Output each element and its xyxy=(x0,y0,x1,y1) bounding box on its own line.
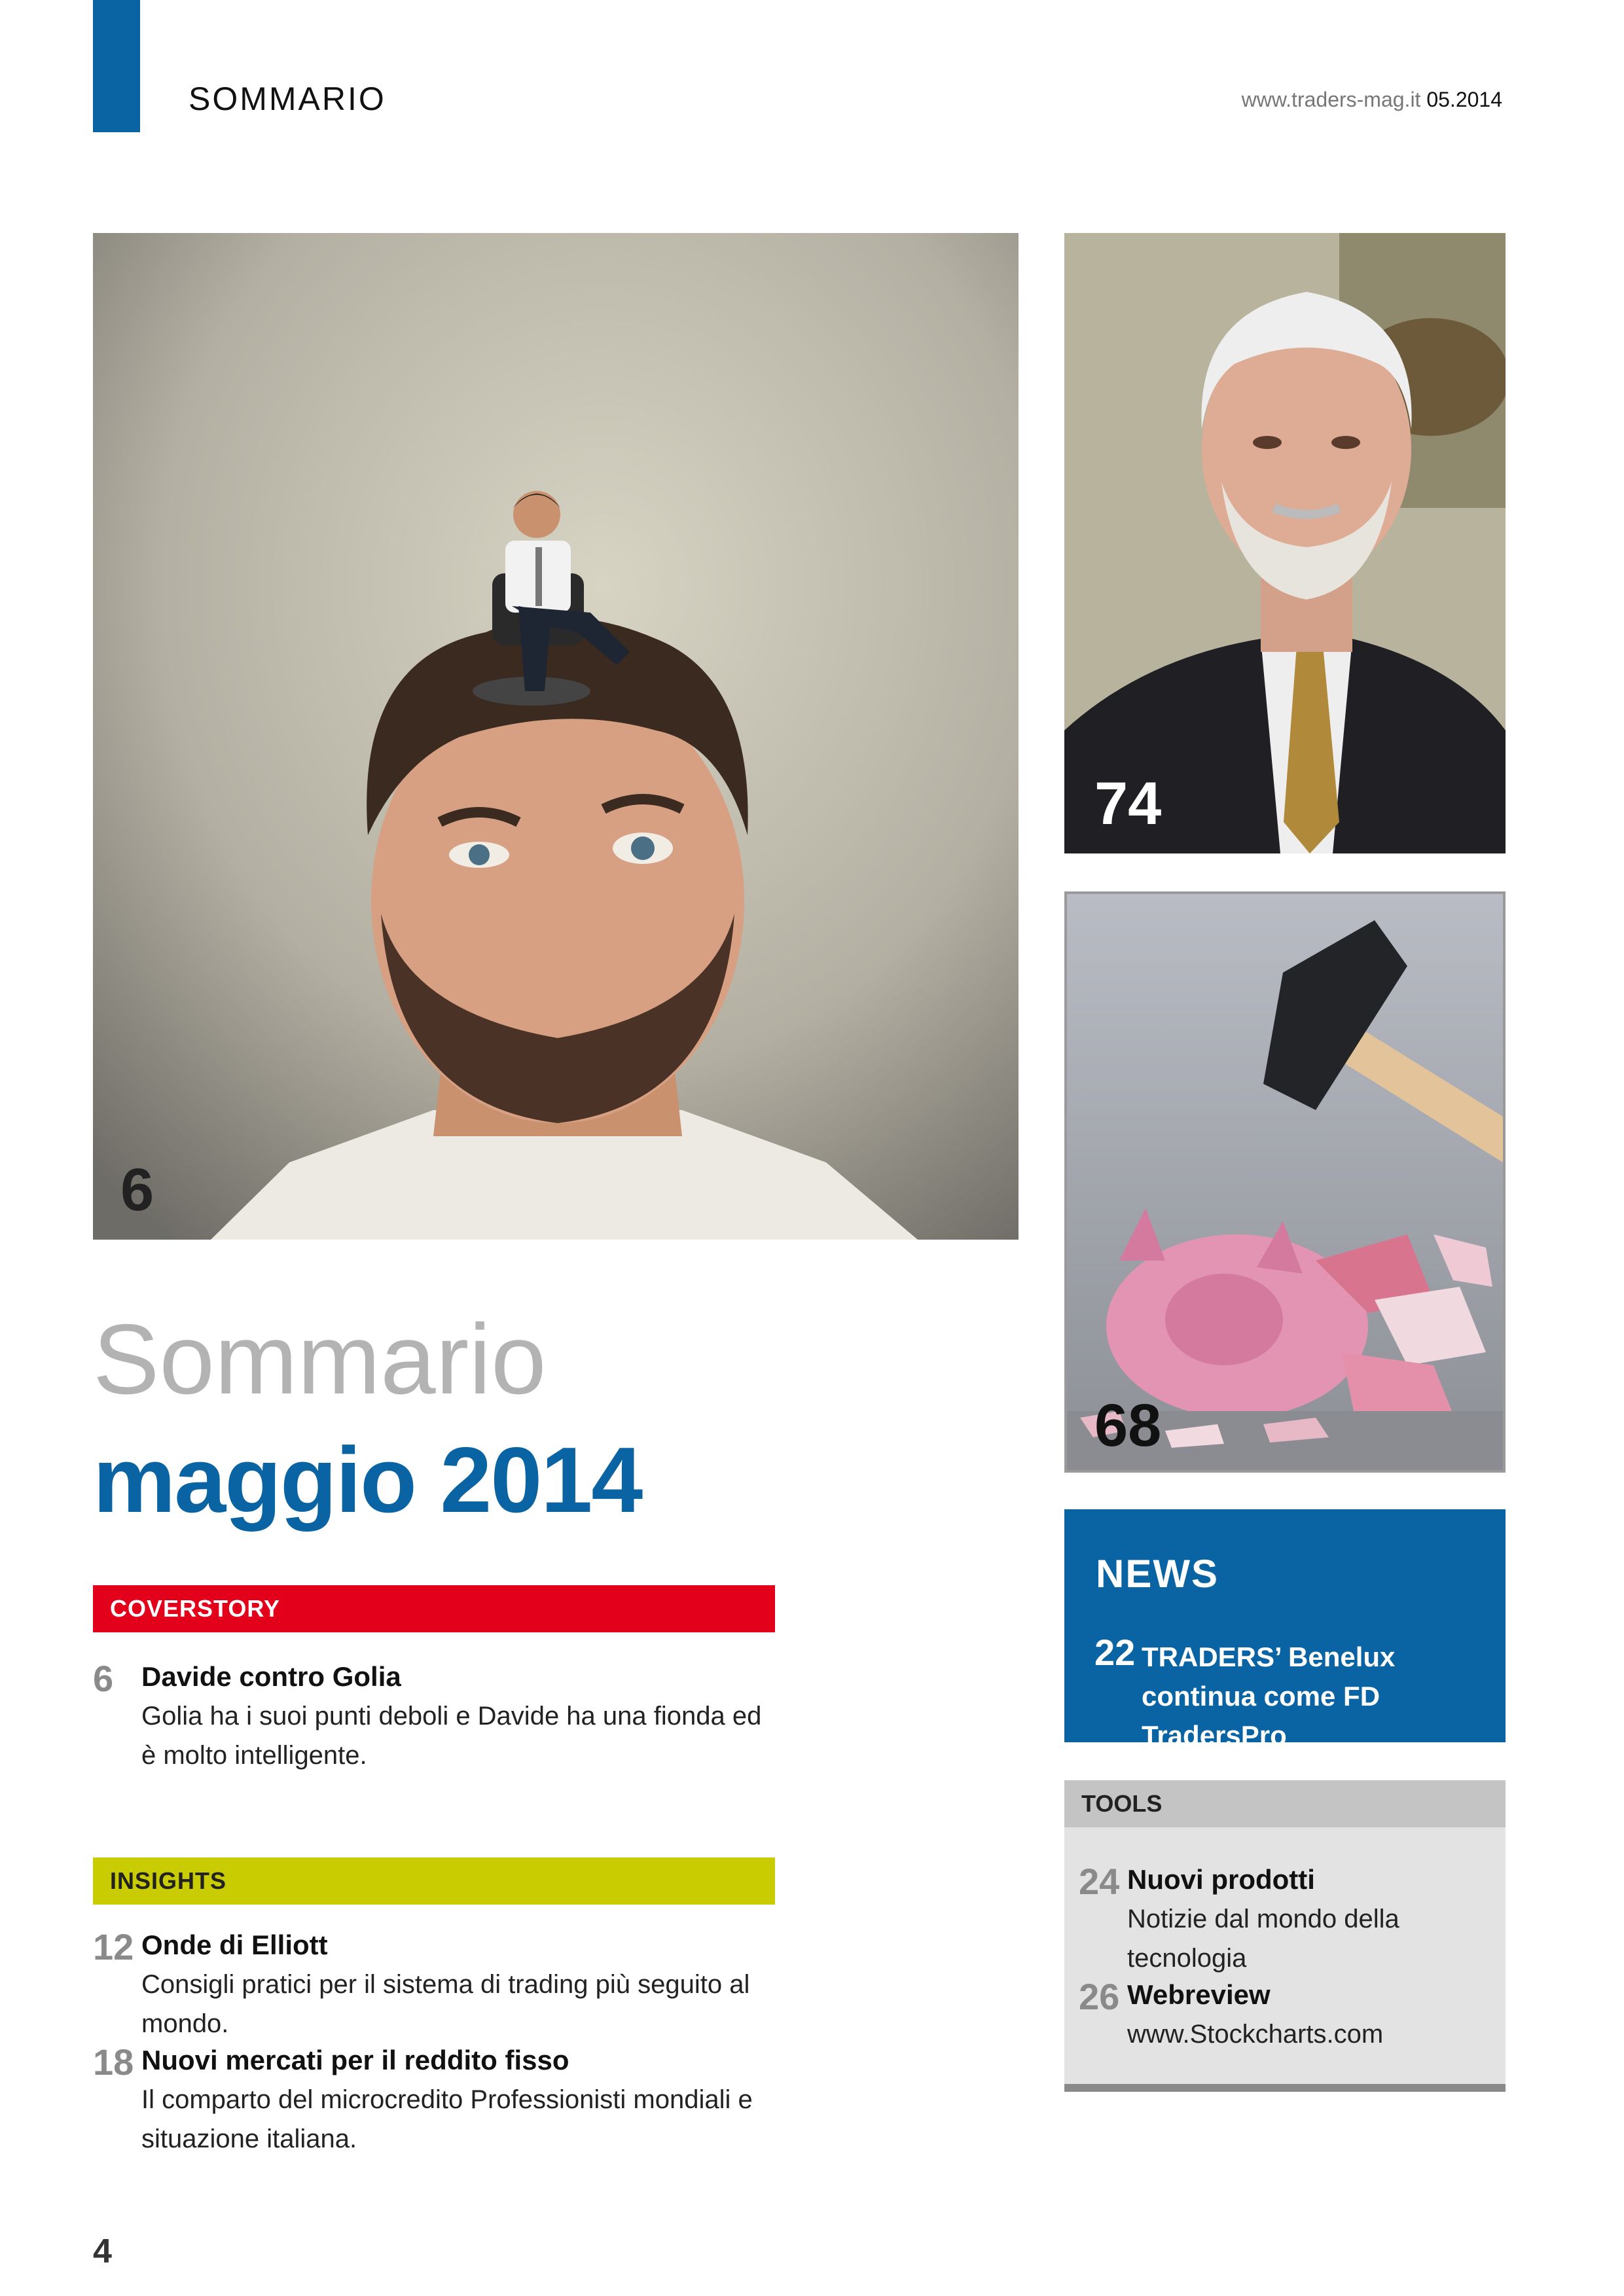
insights-item-title: Onde di Elliott xyxy=(141,1929,328,1960)
coverstory-item-page: 6 xyxy=(93,1658,114,1699)
tools-item-desc: Notizie dal mondo della tecnologia xyxy=(1127,1905,1399,1973)
news-title: NEWS xyxy=(1096,1552,1219,1596)
tools-item[interactable] xyxy=(1079,1975,1498,2054)
insights-item-title: Nuovi mercati per il reddito fisso xyxy=(141,2045,569,2075)
tools-item-title: Webreview xyxy=(1127,1979,1271,2010)
insights-item[interactable] xyxy=(93,1926,775,2043)
news-item-title[interactable]: TRADERS’ Benelux continua come FD TradersPro xyxy=(1142,1641,1396,1751)
insights-item-desc: Il comparto del microcredito Professionisti mondiali e situazione italiana. xyxy=(141,2085,753,2153)
header-section-title: SOMMARIO xyxy=(189,81,386,117)
mid-right-photo-image xyxy=(1067,894,1503,1470)
mid-right-photo[interactable] xyxy=(1064,891,1506,1473)
insights-item-page: 12 xyxy=(93,1926,134,1967)
top-right-photo-page-number: 74 xyxy=(1094,770,1162,837)
tools-item-page: 24 xyxy=(1079,1861,1120,1902)
news-box xyxy=(1064,1509,1506,1751)
top-right-photo-image xyxy=(1064,233,1506,853)
tools-box xyxy=(1064,1827,1506,2092)
tools-item[interactable] xyxy=(1079,1860,1498,1978)
tools-item-desc: www.Stockcharts.com xyxy=(1127,2020,1384,2049)
tools-item-page: 26 xyxy=(1079,1976,1120,2017)
section-insights-bar: INSIGHTS xyxy=(93,1857,775,1905)
header-issue: 05.2014 xyxy=(1426,88,1502,111)
cover-photo-image xyxy=(93,233,1019,1240)
header-website[interactable]: www.traders-mag.it xyxy=(1241,88,1421,111)
section-coverstory-bar: COVERSTORY xyxy=(93,1585,775,1632)
headline-issue-month: maggio 2014 xyxy=(93,1428,642,1532)
header-accent-bar xyxy=(93,0,140,132)
header-meta xyxy=(1242,88,1502,112)
cover-photo[interactable] xyxy=(93,233,1019,1240)
tools-item-title: Nuovi prodotti xyxy=(1127,1864,1315,1895)
cover-photo-page-number: 6 xyxy=(120,1157,154,1223)
coverstory-item-title: Davide contro Golia xyxy=(141,1661,401,1692)
mid-right-photo-page-number: 68 xyxy=(1094,1392,1162,1459)
news-item-page: 22 xyxy=(1094,1632,1136,1673)
insights-item-page: 18 xyxy=(93,2041,134,2083)
top-right-photo[interactable] xyxy=(1064,233,1506,853)
coverstory-item[interactable] xyxy=(93,1657,775,1775)
insights-item[interactable] xyxy=(93,2041,775,2159)
page-number: 4 xyxy=(93,2233,112,2270)
coverstory-item-desc: Golia ha i suoi punti deboli e Davide ha una fionda ed è molto intelligente. xyxy=(141,1702,762,1770)
headline-sommario: Sommario xyxy=(93,1304,547,1415)
insights-item-desc: Consigli pratici per il sistema di trading più seguito al mondo. xyxy=(141,1970,750,2038)
tools-header: TOOLS xyxy=(1064,1780,1506,1827)
